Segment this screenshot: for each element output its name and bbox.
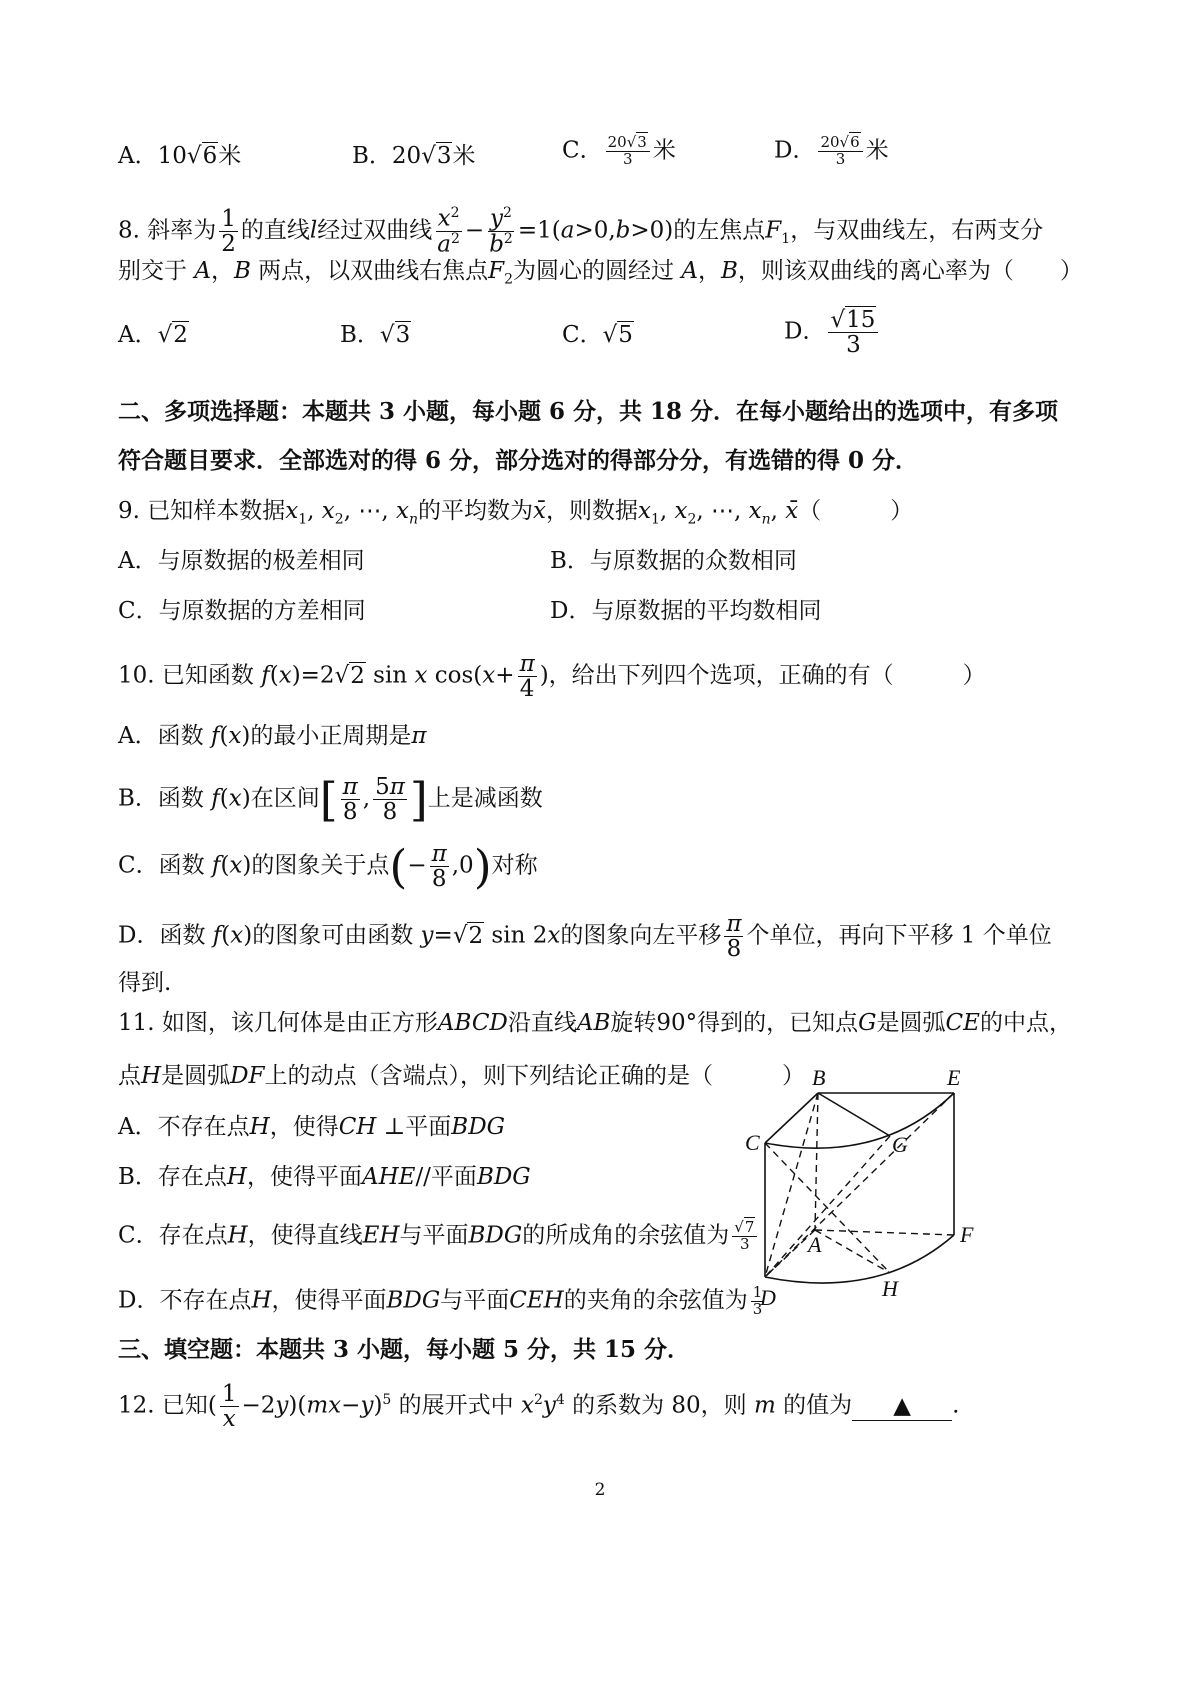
section3-heading: 三、填空题：本题共 3 小题，每小题 5 分，共 15 分． — [118, 1336, 691, 1363]
q11-option-a: A．不存在点H，使得CH ⊥平面BDG — [118, 1114, 506, 1140]
q10-option-d: D．函数 f(x)的图象可由函数 y=√2 sin 2x的图象向左平移 $\frac{\pi}{8}$ 个单位，再向下平移 1 个单位 — [118, 911, 1052, 963]
q8-option-d: D． $\frac{√15}{3}$ — [784, 308, 881, 357]
label-f: F — [960, 1222, 974, 1247]
section2-heading-line1: 二、多项选择题：本题共 3 小题，每小题 6 分，共 18 分．在每小题给出的选项中，有多项 — [118, 398, 1059, 425]
page-number: 2 — [594, 1480, 606, 1500]
q11-stem-line1: 11. 如图，该几何体是由正方形ABCD沿直线AB旋转90°得到的，已知点G是圆弧CE的中点， — [118, 1010, 1072, 1036]
q8-option-a: A．√2 — [118, 322, 188, 348]
label-a: A — [808, 1232, 822, 1257]
q8-option-b: B．√3 — [340, 322, 411, 348]
label-c: C — [745, 1130, 760, 1155]
q9-option-c: C．与原数据的方差相同 — [118, 598, 366, 624]
q9-stem: 9. 已知样本数据$x_1$, $x_2$, ⋯, $x_n$的平均数为x̄，则数据$x_1$, $x_2$, ⋯, $x_n$, x̄（ ） — [118, 498, 914, 528]
q11-option-d: D．不存在点H，使得平面BDG与平面CEH的夹角的余弦值为 $\frac{1}{3}$ — [118, 1283, 763, 1318]
q7-option-d: D． $\frac{20√6}{3}$ 米 — [774, 133, 889, 168]
q11-option-b: B．存在点H，使得平面AHE//平面BDG — [118, 1164, 531, 1190]
q9-option-a: A．与原数据的极差相同 — [118, 548, 365, 574]
label-h: H — [882, 1276, 898, 1301]
label-d: D — [760, 1285, 776, 1310]
q10-option-b: B．函数 f(x)在区间[ $\frac{\pi}{8}$ , $\frac{5\pi}{8}$ ]上是减函数 — [118, 772, 543, 827]
q11-option-c: C．存在点H，使得直线EH与平面BDG的所成角的余弦值为 $\frac{√7}{3}$ — [118, 1220, 760, 1253]
q8-stem-line2: 别交于 A，B 两点，以双曲线右焦点$F_2$为圆心的圆经过 A，B，则该双曲线的离心率为（ ） — [118, 258, 1083, 288]
q10-option-a: A．函数 f(x)的最小正周期是π — [118, 723, 427, 749]
figure-dashed-lines — [765, 1093, 954, 1277]
q12-stem: 12. 已知( $\frac{1}{x}$ $-2y)(mx-y)^5$ 的展开式中 $x^2y^4$ 的系数为 80，则 m 的值为 ▲ . — [118, 1381, 960, 1433]
q10-option-c: C．函数 f(x)的图象关于点(− $\frac{\pi}{8}$ ,0)对称 — [118, 839, 538, 894]
q10-stem: 10. 已知函数 f(x)=2√2 sin x cos(x+ $\frac{\pi}{4}$ )，给出下列四个选项，正确的有（ ） — [118, 651, 986, 703]
q7-option-a: A．10√6米 — [118, 143, 242, 169]
label-b: B — [812, 1065, 826, 1090]
q11-stem-line2: 点H是圆弧DF上的动点（含端点），则下列结论正确的是（ ） — [118, 1063, 805, 1089]
figure-labels — [745, 1065, 974, 1310]
section2-heading-line2: 符合题目要求．全部选对的得 6 分，部分选对的得部分分，有选错的得 0 分． — [118, 447, 919, 474]
q11-figure — [740, 1060, 1070, 1325]
q7-option-b: B．20√3米 — [352, 143, 476, 169]
q10-option-d-cont: 得到. — [118, 970, 172, 996]
answer-blank[interactable]: ▲ — [852, 1393, 952, 1422]
q9-option-d: D．与原数据的平均数相同 — [550, 598, 822, 624]
q9-option-b: B．与原数据的众数相同 — [550, 548, 797, 574]
q7-option-c: C． $\frac{20√3}{3}$ 米 — [562, 133, 676, 168]
q8-option-c: C．√5 — [562, 322, 633, 348]
label-e: E — [947, 1065, 961, 1090]
q8-stem-line1: 8. 斜率为 $\frac{1}{2}$ 的直线l经过双曲线 $\frac{x^2}{a^2}$ − $\frac{y^2}{b^2}$ =1(a>0,b>0)的左焦点$F_1$，与双曲线左，右两支分 — [118, 205, 1044, 258]
label-g: G — [892, 1132, 908, 1157]
